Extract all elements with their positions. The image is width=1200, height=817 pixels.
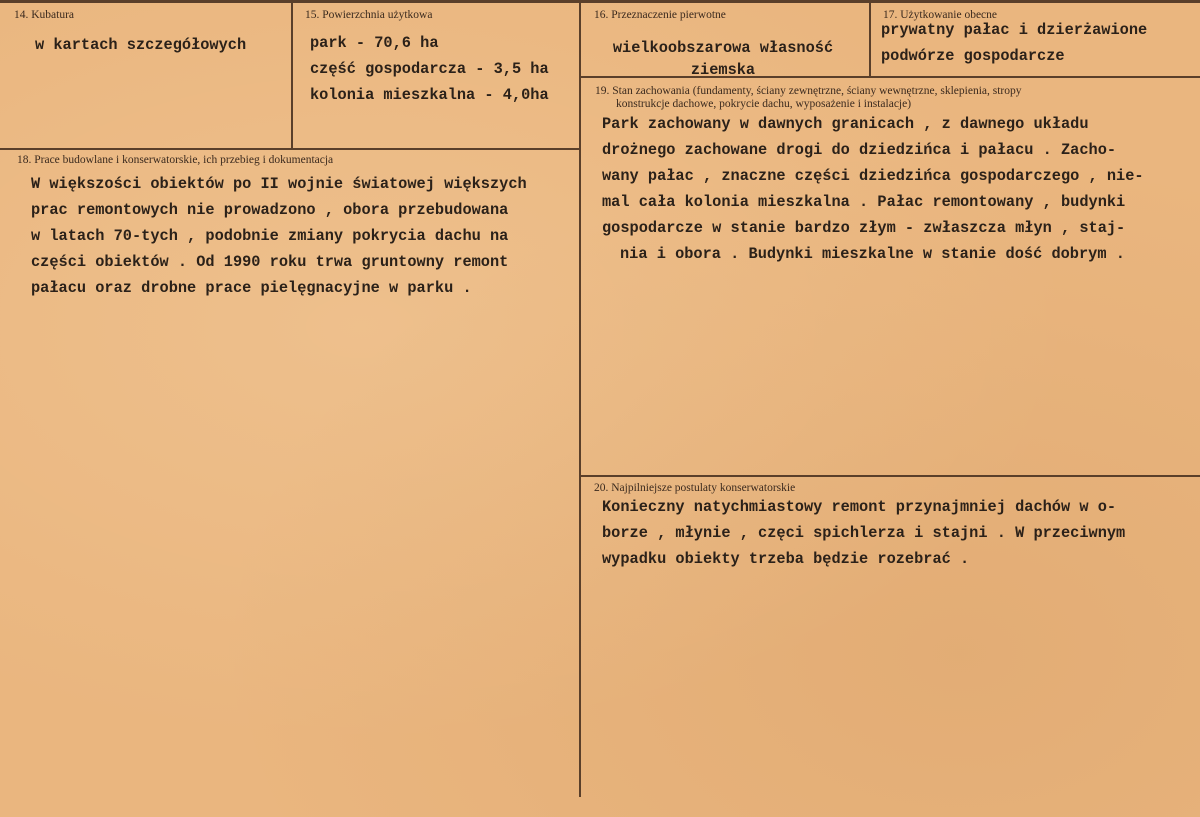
powierzchnia-value (310, 30, 549, 108)
przeznaczenie-label: 16. Przeznaczenie pierwotne (594, 9, 726, 21)
postulaty-value (602, 494, 1125, 572)
kubatura-label: 14. Kubatura (14, 9, 75, 21)
prace-line: części obiektów . Od 1990 roku trwa gruntowny remont (31, 253, 509, 271)
przeznaczenie-line: ziemska (690, 61, 756, 79)
uzytkowanie-label: 17. Użytkowanie obecne (883, 9, 998, 21)
stan-label-line2: konstrukcje dachowe, pokrycie dachu, wyposażenie i instalacje) (616, 98, 912, 110)
postulaty-line: borze , młynie , częci spichlerza i stajni . W przeciwnym (602, 524, 1126, 542)
divider-row1 (0, 148, 580, 150)
stan-line: nia i obora . Budynki mieszkalne w stanie dość dobrym . (620, 245, 1125, 263)
powierzchnia-line: park - 70,6 ha (310, 34, 439, 52)
postulaty-label: 20. Najpilniejsze postulaty konserwatorskie (594, 482, 796, 494)
divider-right-lower (580, 475, 1200, 477)
powierzchnia-line: kolonia mieszkalna - 4,0ha (310, 86, 549, 104)
kubatura-line: w kartach szczegółowych (35, 36, 247, 54)
przeznaczenie-value (592, 37, 854, 81)
divider-col-kubatura (291, 0, 293, 150)
prace-line: W większości obiektów po II wojnie światowej większych (31, 175, 527, 193)
prace-line: prac remontowych nie prowadzono , obora przebudowana (31, 201, 509, 219)
powierzchnia-line: część gospodarcza - 3,5 ha (310, 60, 549, 78)
powierzchnia-label: 15. Powierzchnia użytkowa (305, 9, 433, 21)
stan-line: wany pałac , znaczne części dziedzińca gospodarczego , nie- (602, 167, 1144, 185)
prace-label: 18. Prace budowlane i konserwatorskie, ich przebieg i dokumentacja (17, 154, 334, 166)
kubatura-value (35, 32, 246, 58)
stan-line: mal cała kolonia mieszkalna . Pałac remontowany , budynki (602, 193, 1126, 211)
stan-label (595, 85, 1022, 111)
stan-value (602, 111, 1144, 267)
prace-line: pałacu oraz drobne prace pielęgnacyjne w parku . (31, 279, 472, 297)
divider-col-uzytkowanie (869, 0, 871, 77)
top-border (0, 0, 1200, 3)
uzytkowanie-line: podwórze gospodarcze (881, 47, 1065, 65)
przeznaczenie-line: wielkoobszarowa własność (612, 39, 834, 57)
stan-line: Park zachowany w dawnych granicach , z dawnego układu (602, 115, 1089, 133)
stan-line: gospodarcze w stanie bardzo złym - zwłaszcza młyn , staj- (602, 219, 1126, 237)
stan-label-line1: 19. Stan zachowania (fundamenty, ściany zewnętrzne, ściany wewnętrzne, sklepienia, stropy (595, 85, 1022, 97)
postulaty-line: wypadku obiekty trzeba będzie rozebrać . (602, 550, 970, 568)
uzytkowanie-value (881, 17, 1147, 69)
uzytkowanie-line: prywatny pałac i dzierżawione (881, 21, 1148, 39)
divider-center (579, 0, 581, 797)
postulaty-line: Konieczny natychmiastowy remont przynajmniej dachów w o- (602, 498, 1117, 516)
stan-line: drożnego zachowane drogi do dziedzińca i pałacu . Zacho- (602, 141, 1117, 159)
prace-value (31, 171, 527, 301)
prace-line: w latach 70-tych , podobnie zmiany pokrycia dachu na (31, 227, 509, 245)
